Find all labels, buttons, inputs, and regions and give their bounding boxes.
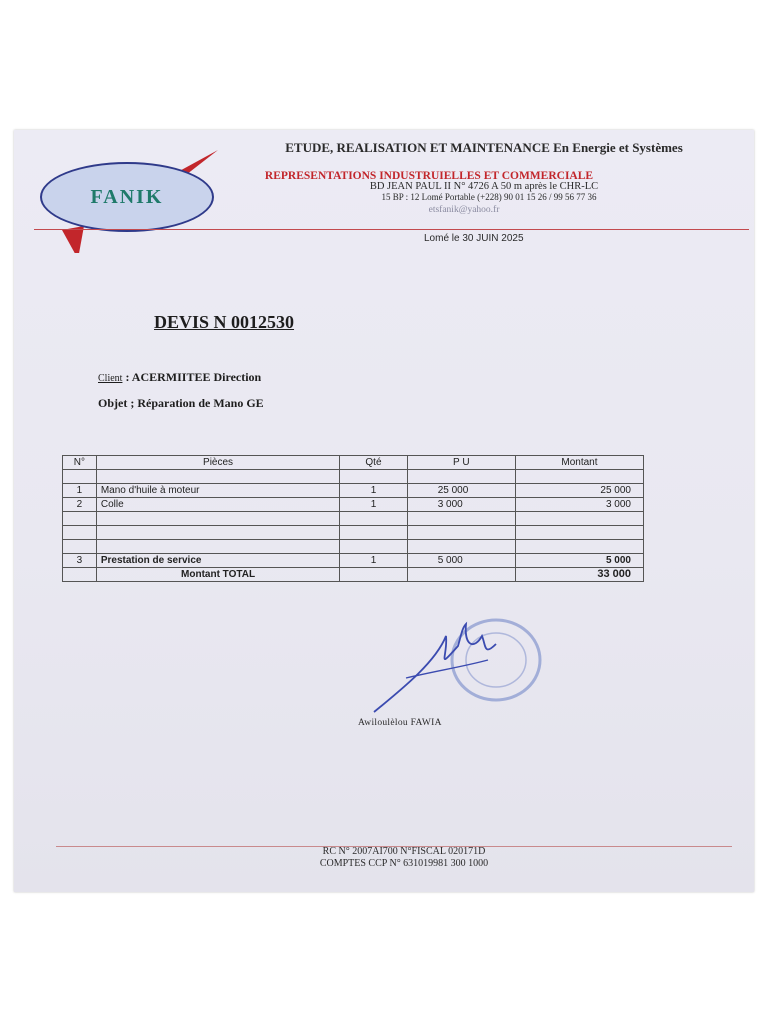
header-pu: P U [407, 456, 515, 470]
signature-stamp-icon [366, 616, 566, 716]
row-no: 2 [63, 498, 97, 512]
client-value: : ACERMIITEE Direction [122, 370, 262, 384]
footer-registration: RC N° 2007AI700 N°FISCAL 020171D [322, 846, 486, 857]
total-value: 33 000 [515, 568, 643, 582]
company-phone: 15 BP : 12 Lomé Portable (+228) 90 01 15 26 / 99 56 77 36 [381, 192, 597, 202]
company-address: BD JEAN PAUL II N° 4726 A 50 m après le CHR-LC [369, 181, 599, 192]
table-row-empty [63, 526, 644, 540]
header-pieces: Pièces [96, 456, 339, 470]
client-label: Client [98, 373, 123, 384]
table-row [63, 554, 644, 568]
table-row [63, 484, 644, 498]
company-email: etsfanik@yahoo.fr [428, 205, 500, 215]
logo-oval [40, 162, 214, 232]
table-row-empty [63, 512, 644, 526]
quote-table [62, 455, 644, 582]
footer-accounts: COMPTES CCP N° 631019981 300 1000 [319, 858, 489, 869]
row-qte: 1 [340, 498, 407, 512]
client-line [98, 370, 261, 385]
signer-name: Awiloulèlou FAWIA [358, 718, 442, 728]
header-divider [34, 229, 749, 230]
row-qte: 1 [340, 484, 407, 498]
header-qte: Qté [340, 456, 407, 470]
header-montant: Montant [515, 456, 643, 470]
row-montant: 5 000 [515, 554, 643, 568]
table-header-row [63, 456, 644, 470]
header-no: N° [63, 456, 97, 470]
logo-text: FANIK [90, 185, 164, 208]
row-no: 1 [63, 484, 97, 498]
row-pu: 25 000 [407, 484, 515, 498]
object-line: Objet ; Réparation de Mano GE [98, 396, 264, 410]
company-logo [32, 138, 222, 253]
document-title: DEVIS N 0012530 [154, 312, 295, 332]
company-representations: REPRESENTATIONS INDUSTRUIELLES ET COMMERCIALE [264, 170, 594, 182]
row-piece: Mano d'huile à moteur [96, 484, 339, 498]
table-row-empty [63, 540, 644, 554]
table-row-empty [63, 470, 644, 484]
row-piece: Colle [96, 498, 339, 512]
row-pu: 5 000 [407, 554, 515, 568]
table-total-row [63, 568, 644, 582]
table-row [63, 498, 644, 512]
total-label: Montant TOTAL [96, 568, 339, 582]
company-activity: ETUDE, REALISATION ET MAINTENANCE En Energie et Systèmes [285, 140, 683, 155]
row-no: 3 [63, 554, 97, 568]
row-qte: 1 [340, 554, 407, 568]
quote-document [14, 130, 754, 892]
row-montant: 3 000 [515, 498, 643, 512]
document-date: Lomé le 30 JUIN 2025 [424, 233, 524, 244]
row-montant: 25 000 [515, 484, 643, 498]
row-piece: Prestation de service [96, 554, 339, 568]
row-pu: 3 000 [407, 498, 515, 512]
